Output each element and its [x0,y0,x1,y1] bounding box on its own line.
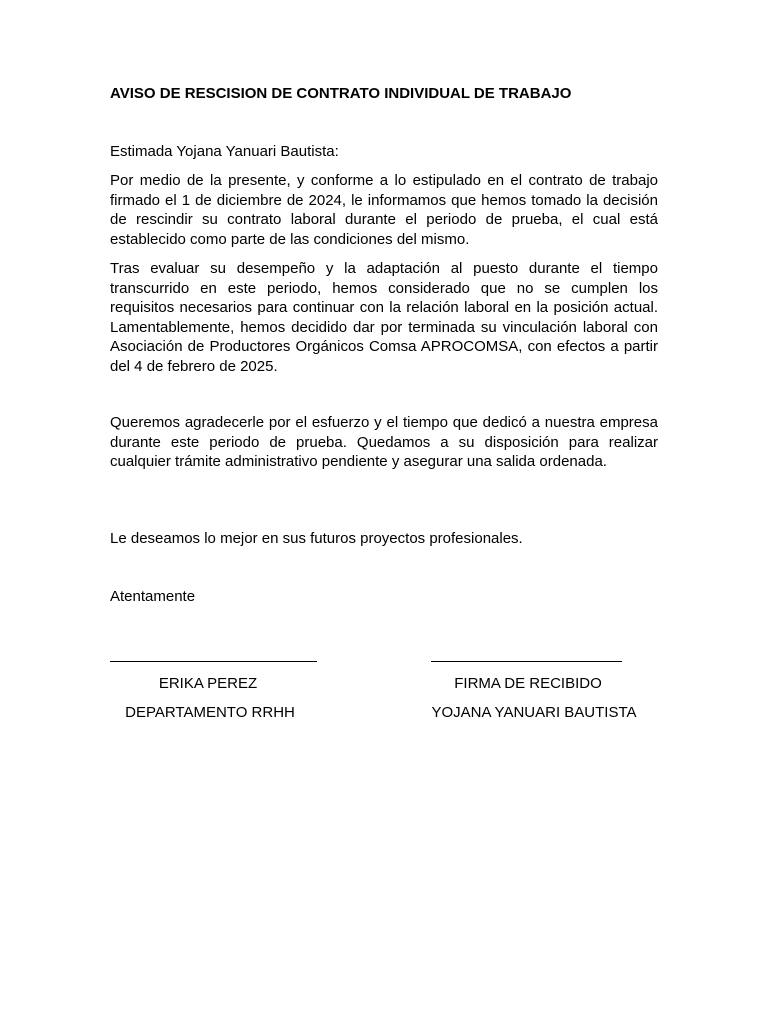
signature-line-right [431,661,622,662]
receipt-signature-label: FIRMA DE RECIBIDO [454,675,602,692]
closing: Atentamente [110,588,196,605]
document-title: AVISO DE RESCISION DE CONTRATO INDIVIDUAL DE TRABAJO [110,85,572,102]
greeting: Estimada Yojana Yanuari Bautista: [110,143,339,160]
signer-name: ERIKA PEREZ [158,675,258,692]
recipient-name: YOJANA YANUARI BAUTISTA [431,704,637,721]
paragraph-wishes: Le deseamos lo mejor en sus futuros proyectos profesionales. [110,530,523,547]
signature-line-left [110,661,317,662]
paragraph-thanks: Queremos agradecerle por el esfuerzo y el tiempo que dedicó a nuestra empresa durante este periodo de prueba. Quedamos a su disposición para realizar cualquier trámite administrativo pendiente y asegurar una salida ordenada. [110,414,658,470]
signer-department: DEPARTAMENTO RRHH [125,704,295,721]
paragraph-evaluation: Tras evaluar su desempeño y la adaptación al puesto durante el tiempo transcurrido en este periodo, hemos considerado que no se cumplen los requisitos necesarios para continuar con la relación laboral en la posición actual. Lamentablemente, hemos decidido dar por terminada su vinculación laboral con Asociación de Productores Orgánicos Comsa APROCOMSA, con efectos a partir del 4 de febrero de 2025. [110,260,658,375]
paragraph-contract-termination: Por medio de la presente, y conforme a lo estipulado en el contrato de trabajo firmado el 1 de diciembre de 2024, le informamos que hemos tomado la decisión de rescindir su contrato laboral durante el periodo de prueba, el cual está establecido como parte de las condiciones del mismo. [110,172,658,248]
